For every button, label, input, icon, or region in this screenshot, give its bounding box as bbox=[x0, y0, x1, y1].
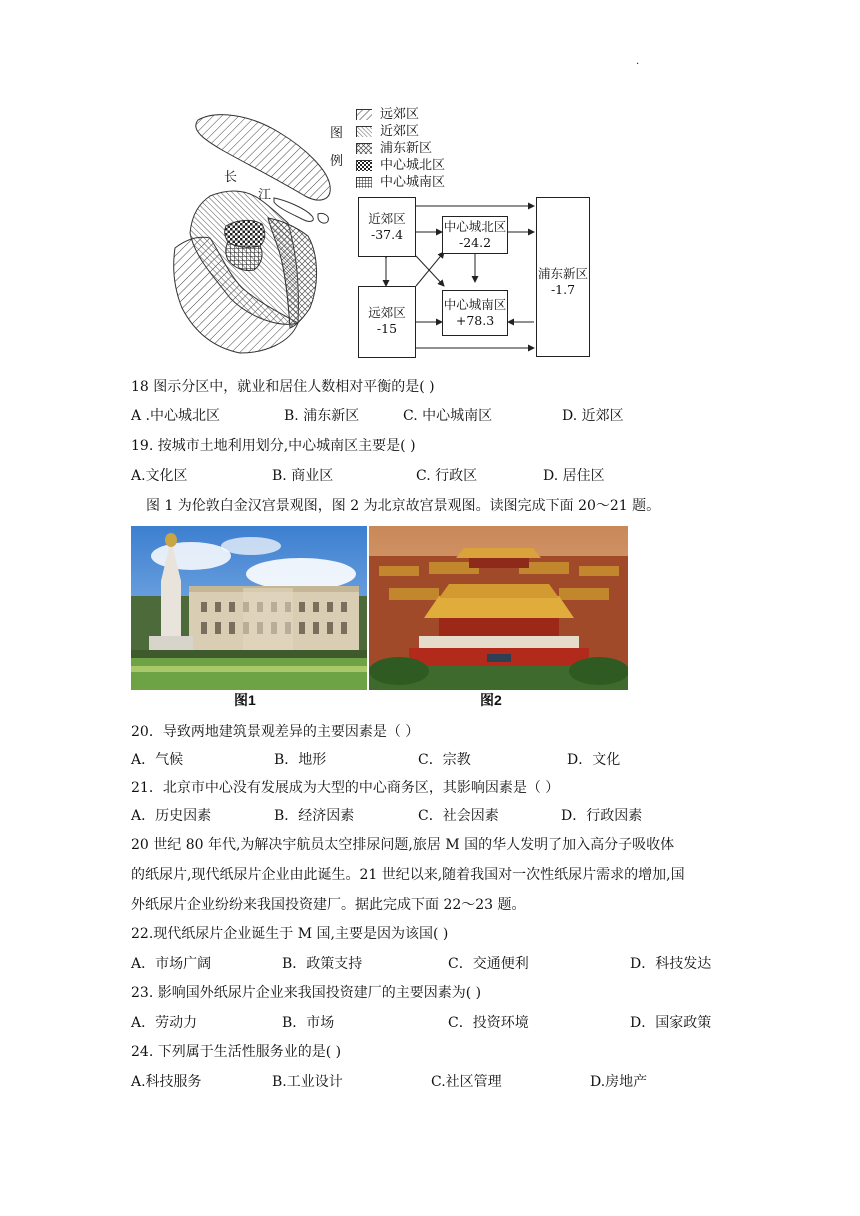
intro-22-23-line-1: 20 世纪 80 年代,为解决宇航员太空排尿问题,旅居 M 国的华人发明了加入高分子吸收体 bbox=[131, 837, 675, 853]
q23-option-c: C．投资环境 bbox=[448, 1015, 529, 1031]
shanghai-district-map bbox=[170, 108, 360, 358]
buckingham-palace-photo bbox=[131, 526, 367, 690]
box-central-north bbox=[442, 216, 508, 254]
box-name: 中心城北区 bbox=[443, 219, 507, 234]
q24-stem: 24. 下列属于生活性服务业的是( ) bbox=[131, 1044, 342, 1060]
q18-option-d: D. 近郊区 bbox=[562, 408, 624, 424]
q20-option-a: A．气候 bbox=[131, 752, 184, 768]
box-value: -24.2 bbox=[458, 235, 492, 250]
q21-stem: 21．北京市中心没有发展成为大型的中心商务区，其影响因素是（ ） bbox=[131, 780, 560, 796]
q20-option-b: B．地形 bbox=[274, 752, 327, 768]
q18-option-a: A .中心城北区 bbox=[131, 408, 221, 424]
box-value: -1.7 bbox=[550, 282, 576, 297]
box-name: 中心城南区 bbox=[443, 297, 507, 312]
q23-option-b: B．市场 bbox=[282, 1015, 335, 1031]
q19-option-b: B. 商业区 bbox=[272, 468, 334, 484]
river-label-2: 江 bbox=[258, 188, 272, 203]
q24-option-a: A.科技服务 bbox=[131, 1074, 202, 1090]
intro-22-23-line-3: 外纸尿片企业纷纷来我国投资建厂。据此完成下面 22～23 题。 bbox=[131, 897, 526, 913]
river-label-1: 长 bbox=[224, 170, 238, 185]
page-mark: . bbox=[636, 56, 640, 67]
q19-option-c: C. 行政区 bbox=[416, 468, 478, 484]
box-value: -37.4 bbox=[370, 227, 404, 242]
box-name: 近郊区 bbox=[368, 211, 406, 226]
q21-option-b: B．经济因素 bbox=[274, 808, 355, 824]
q19-stem: 19. 按城市土地利用划分,中心城南区主要是( ) bbox=[131, 438, 416, 454]
intro-22-23-line-2: 的纸尿片,现代纸尿片企业由此诞生。21 世纪以来,随着我国对一次性纸尿片需求的增加,国 bbox=[131, 867, 685, 883]
q22-option-b: B．政策支持 bbox=[282, 956, 363, 972]
q23-option-d: D．国家政策 bbox=[630, 1015, 712, 1031]
legend-title-2: 例 bbox=[330, 154, 344, 169]
q20-option-d: D．文化 bbox=[567, 752, 621, 768]
legend-label: 中心城南区 bbox=[380, 175, 446, 190]
q22-stem: 22.现代纸尿片企业诞生于 M 国,主要是因为该国( ) bbox=[131, 926, 449, 942]
q24-option-c: C.社区管理 bbox=[431, 1074, 502, 1090]
legend-swatch-north bbox=[356, 160, 372, 171]
q19-option-a: A.文化区 bbox=[131, 468, 188, 484]
q19-option-d: D. 居住区 bbox=[543, 468, 605, 484]
legend-title-1: 图 bbox=[330, 126, 344, 141]
q20-stem: 20．导致两地建筑景观差异的主要因素是（ ） bbox=[131, 724, 420, 740]
legend-label: 中心城北区 bbox=[380, 158, 446, 173]
q18-option-b: B. 浦东新区 bbox=[284, 408, 360, 424]
legend-label: 近郊区 bbox=[380, 124, 420, 139]
legend-swatch-near bbox=[356, 126, 372, 137]
q21-option-a: A．历史因素 bbox=[131, 808, 212, 824]
legend-label: 远郊区 bbox=[380, 107, 420, 122]
intro-20-21: 图 1 为伦敦白金汉宫景观图，图 2 为北京故宫景观图。读图完成下面 20～21 题。 bbox=[146, 498, 661, 514]
q23-option-a: A．劳动力 bbox=[131, 1015, 198, 1031]
q22-option-d: D．科技发达 bbox=[630, 956, 712, 972]
box-name: 浦东新区 bbox=[537, 266, 588, 281]
box-name: 远郊区 bbox=[368, 305, 406, 320]
legend-swatch-south bbox=[356, 177, 372, 188]
q24-option-d: D.房地产 bbox=[590, 1074, 648, 1090]
box-central-south bbox=[442, 290, 508, 336]
forbidden-city-photo bbox=[369, 526, 628, 690]
box-value: -15 bbox=[376, 321, 398, 336]
box-jinjiao bbox=[358, 197, 416, 257]
q22-option-c: C．交通便利 bbox=[448, 956, 529, 972]
q23-stem: 23. 影响国外纸尿片企业来我国投资建厂的主要因素为( ) bbox=[131, 985, 482, 1001]
figure-caption-1: 图1 bbox=[234, 692, 256, 708]
figure-caption-2: 图2 bbox=[480, 692, 502, 708]
q20-option-c: C．宗教 bbox=[418, 752, 471, 768]
box-value: +78.3 bbox=[455, 313, 495, 328]
q24-option-b: B.工业设计 bbox=[272, 1074, 343, 1090]
q22-option-a: A．市场广阔 bbox=[131, 956, 212, 972]
hengsha-island bbox=[318, 213, 328, 223]
box-yuanjiao bbox=[358, 286, 416, 358]
q18-option-c: C. 中心城南区 bbox=[403, 408, 493, 424]
q21-option-c: C．社会因素 bbox=[418, 808, 499, 824]
q21-option-d: D．行政因素 bbox=[561, 808, 643, 824]
legend-label: 浦东新区 bbox=[380, 141, 433, 156]
box-pudong bbox=[536, 197, 590, 357]
legend-swatch-far bbox=[356, 109, 372, 120]
q18-stem: 18 图示分区中，就业和居住人数相对平衡的是( ) bbox=[131, 379, 435, 395]
legend-swatch-pudong bbox=[356, 143, 372, 154]
